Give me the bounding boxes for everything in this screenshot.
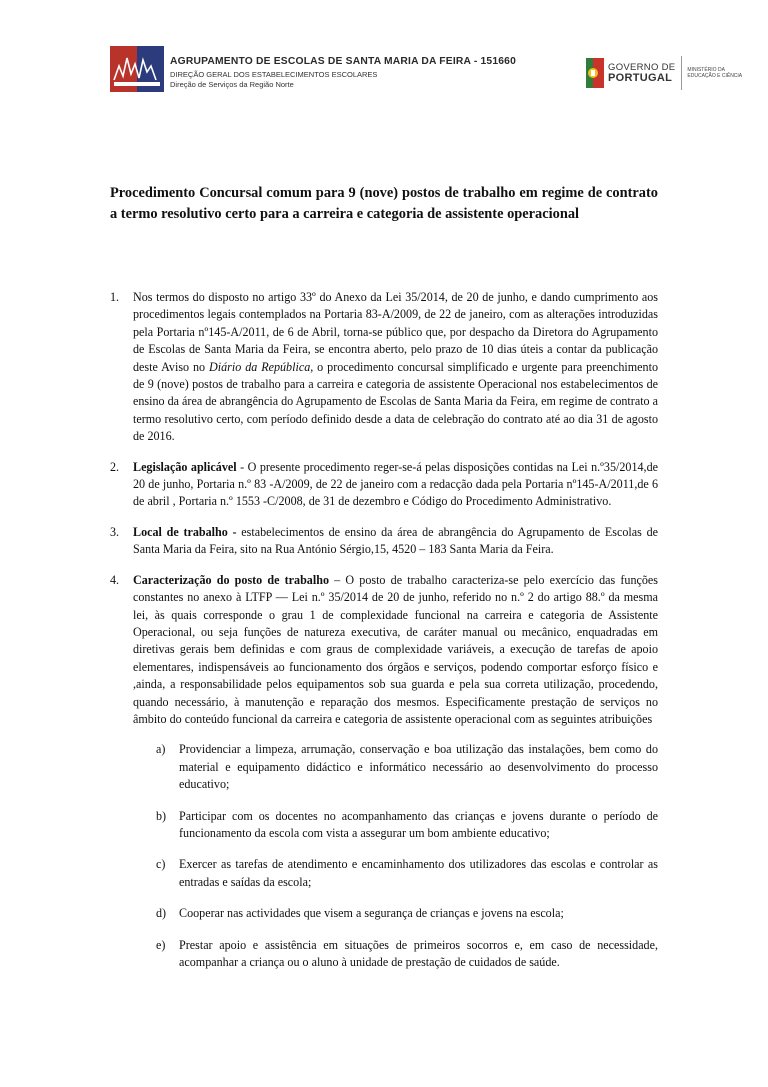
- portugal-emblem-icon: [586, 58, 604, 88]
- sub-item-letter: d): [156, 906, 167, 921]
- school-name: AGRUPAMENTO DE ESCOLAS DE SANTA MARIA DA FEIRA - 151660: [170, 55, 517, 67]
- letterhead: [0, 0, 768, 110]
- item-heading: Local de trabalho -: [133, 524, 237, 539]
- regional-directorate-line: Direção de Serviços da Região Norte: [170, 80, 294, 89]
- list-item: [110, 524, 658, 559]
- government-logo: [586, 56, 743, 90]
- government-wordmark: [608, 63, 675, 83]
- sub-item-text: Providenciar a limpeza, arrumação, conservação e boa utilização das instalações, bem como do material e equipamento didáctico e informático necessário ao desenvolvimento do processo educativo;: [179, 742, 658, 792]
- sub-list-item: [133, 856, 658, 891]
- list-item: [110, 289, 658, 446]
- sub-item-letter: e): [156, 937, 166, 952]
- sub-list-item: [133, 741, 658, 793]
- item-text: – O posto de trabalho caracteriza-se pelo exercício das funções constantes no anexo à LTFP — Lei n.º 35/2014 de 20 de junho, referido no n.º 2 do artigo 88.º da mesma lei, às quais corresponde o grau 1 de complexidade funcional na carreira e categoria de Assistente Operacional, ou seja funções de natureza executiva, de caráter manual ou mecânico, enquadradas em diretivas gerais bem definidas e com graus de complexidade variáveis, a execução de tarefas de apoio elementares, indispensáveis ao funcionamento dos órgãos e serviços, podendo comportar esforço físico e ,ainda, a responsabilidade pelos equipamentos sob sua guarda e pela sua correta utilização, procedendo, quando necessário, à manutenção e reparação dos mesmos. Especificamente prestação de serviços no âmbito do conteúdo funcional da carreira e categoria de assistente operacional com as seguintes atribuições: [133, 572, 658, 726]
- sub-list-item: [133, 937, 658, 972]
- sub-list-item: [133, 905, 658, 922]
- gov-line-1: GOVERNO DE: [608, 62, 676, 73]
- item-text: - O presente procedimento reger-se-á pelas disposições contidas na Lei n.º35/2014,de 20 de junho, Portaria n.º 83 -A/2009, de 22 de janeiro com a redacção dada pela Portaria nº145-A/2011,de 6 de abril , Portaria n.º 1553 -C/2008, de 31 de dezembro e Código do Procedimento Administrativo.: [133, 459, 658, 509]
- sub-item-text: Exercer as tarefas de atendimento e encaminhamento dos utilizadores das escolas e controlar as entradas e saídas da escola;: [179, 857, 658, 889]
- list-item: [110, 572, 658, 972]
- item-text-continued: o procedimento concursal simplificado e urgente para preenchimento de 9 (nove) postos de trabalho para a carreira e categoria de assistente Operacional nos estabelecimentos de ensino da área de abrangência do Agrupamento de Escolas de Santa Maria da Feira, em regime de contrato a termo resolutivo certo, com período definido desde a data de celebração do contrato até ao dia 31 de agosto de 2016.: [133, 359, 659, 444]
- item-number: 2.: [110, 459, 120, 474]
- sub-item-text: Participar com os docentes no acompanhamento das crianças e jovens durante o período de funcionamento da escola com vista a assegurar um bom ambiente educativo;: [179, 808, 658, 840]
- item-number: 1.: [110, 290, 120, 304]
- sub-list-item: [133, 808, 658, 843]
- sub-item-text: Cooperar nas actividades que visem a segurança de crianças e jovens na escola;: [179, 906, 564, 921]
- ministry-name: MINISTÉRIO DA EDUCAÇÃO E CIÊNCIA: [687, 67, 743, 79]
- item-text: estabelecimentos de ensino da área de abrangência do Agrupamento de Escolas de Santa Maria da Feira, sito na Rua António Sérgio,15, 4520 – 183 Santa Maria da Feira.: [133, 524, 658, 557]
- item-heading: Legislação aplicável: [133, 459, 237, 474]
- item-heading: Caracterização do posto de trabalho: [133, 572, 329, 587]
- gov-line-2: PORTUGAL: [608, 72, 673, 84]
- item-number: 3.: [110, 524, 120, 539]
- item-italic-text: Diário da República,: [209, 359, 314, 374]
- sub-item-letter: c): [156, 857, 166, 872]
- document-title: Procedimento Concursal comum para 9 (nove) postos de trabalho em regime de contrato a termo resolutivo certo para a carreira e categoria de assistente operacional: [110, 185, 658, 222]
- sub-item-letter: b): [156, 808, 167, 823]
- sub-item-text: Prestar apoio e assistência em situações de primeiros socorros e, em caso de necessidade, acompanhar a criança ou o aluno à unidade de prestação de cuidados de saúde.: [179, 937, 658, 969]
- item-number: 4.: [110, 572, 120, 587]
- logo-divider: [681, 56, 682, 90]
- school-identification: [170, 55, 523, 89]
- item-text: Nos termos do disposto no artigo 33º do Anexo da Lei 35/2014, de 20 de junho, e dando cumprimento aos procedimentos legais contemplados na Portaria 83-A/2009, de 22 de janeiro, com as alterações introduzidas pela Portaria nº145-A/2011, de 6 de Abril, torna-se público que, por despacho da Diretora do Agrupamento de Escolas de Santa Maria da Feira, se encontra aberto, pelo prazo de 10 dias úteis a contar da publicação deste Aviso no: [133, 290, 658, 374]
- sub-list: [133, 741, 658, 971]
- school-logo-icon: [110, 46, 164, 92]
- directorate-line: DIREÇÃO GERAL DOS ESTABELECIMENTOS ESCOLARES: [170, 70, 378, 79]
- numbered-list: [110, 289, 658, 985]
- list-item: [110, 459, 658, 511]
- sub-item-letter: a): [156, 742, 166, 757]
